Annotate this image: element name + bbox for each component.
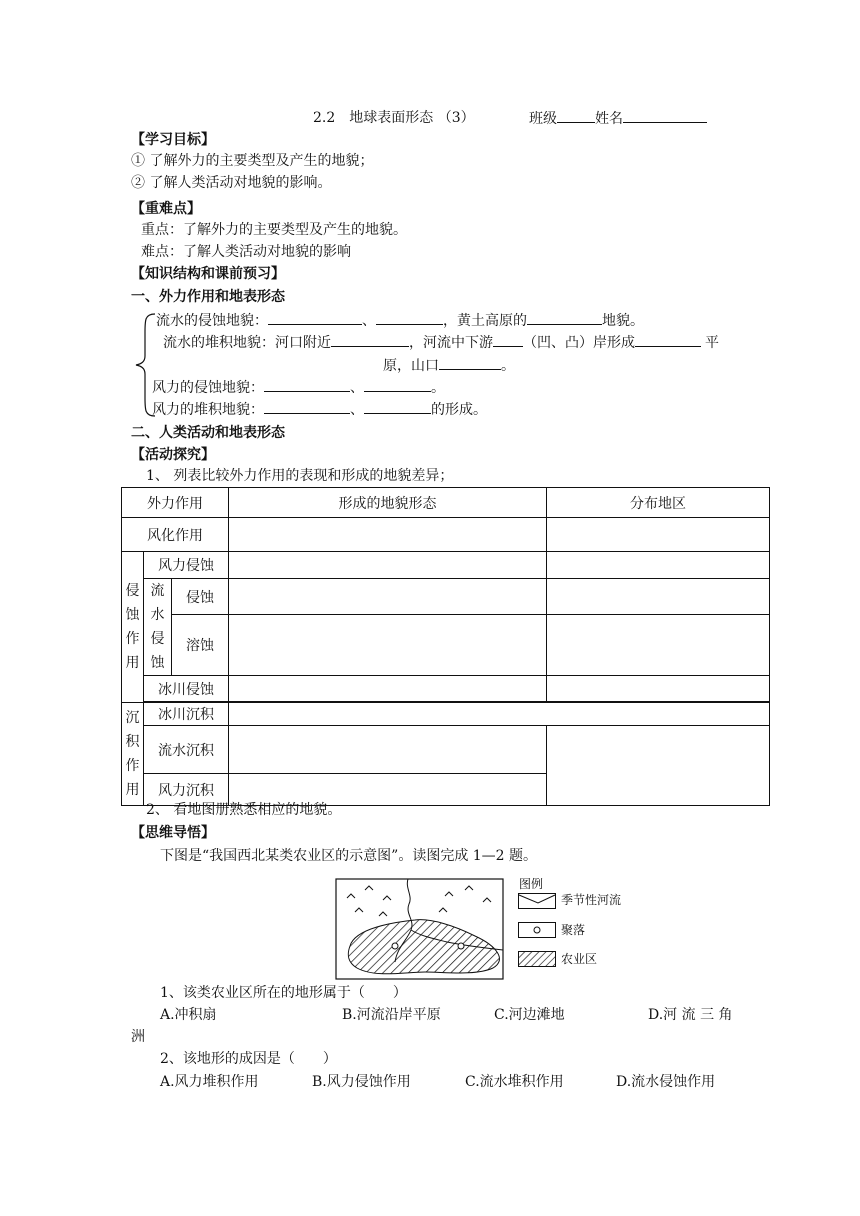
q2-option-a[interactable]: A.风力堆积作用 [160,1074,259,1090]
row-dissolution: 溶蚀 [172,615,229,676]
thinking-heading: 【思维导悟】 [131,825,215,841]
blank-field[interactable] [268,310,362,325]
blank-field[interactable] [527,310,602,325]
header-region: 分布地区 [547,488,770,518]
name-field[interactable] [623,108,707,123]
cell-blank[interactable] [229,552,547,579]
row-weathering: 风化作用 [122,518,229,552]
settlement-icon [518,922,556,938]
cell-blank[interactable] [229,726,547,774]
seasonal-river-icon [518,893,556,909]
q1-option-d-wrap: 洲 [131,1029,145,1045]
q1-option-b[interactable]: B.河流沿岸平原 [342,1007,441,1023]
blank-field[interactable] [264,377,350,392]
section-one-title: 一、外力作用和地表形态 [131,289,285,305]
question-1: 1、该类农业区所在的地形属于（ ） [160,985,407,1001]
objectives-heading: 【学习目标】 [131,132,215,148]
legend-label: 聚落 [561,923,586,937]
fill-line-wind-erosion: 风力的侵蚀地貌： 、 。 [152,377,445,398]
q1-option-a[interactable]: A.冲积扇 [160,1007,217,1023]
question-intro: 下图是“我国西北某类农业区的示意图”。读图完成 1—2 题。 [160,848,538,864]
legend-label: 季节性河流 [561,893,622,907]
q2-option-d[interactable]: D.流水侵蚀作用 [616,1074,716,1090]
cell-blank[interactable] [229,676,547,702]
q2-option-b[interactable]: B.风力侵蚀作用 [312,1074,411,1090]
header-landform: 形成的地貌形态 [229,488,547,518]
blank-field[interactable] [376,310,443,325]
fill-line-water-deposit-cont: 原，山口 。 [383,355,515,376]
blank-field[interactable] [264,399,350,414]
fill-line-wind-deposit: 风力的堆积地貌： 、 的形成。 [152,399,487,420]
class-field[interactable] [557,108,595,123]
q1-option-c[interactable]: C.河边滩地 [494,1007,565,1023]
objective-item: ① 了解外力的主要类型及产生的地貌； [131,153,374,169]
blank-field[interactable] [331,332,409,347]
comparison-table [121,487,770,806]
blank-field[interactable] [439,355,501,370]
blank-field[interactable] [493,332,523,347]
cell-blank[interactable] [229,579,547,615]
fill-line-water-deposit: 流水的堆积地貌：河口附近 ，河流中下游 （凹、凸）岸形成 平 [163,332,719,353]
farmland-map [335,876,505,982]
cell-blank[interactable] [229,615,547,676]
key-point: 重点：了解外力的主要类型及产生的地貌。 [141,222,407,238]
cell-blank[interactable] [547,676,770,702]
cell-blank[interactable] [547,552,770,579]
row-water-deposit: 流水沉积 [144,726,229,774]
cell-blank[interactable] [229,518,547,552]
objective-item: ② 了解人类活动对地貌的影响。 [131,175,332,191]
activity-heading: 【活动探究】 [131,447,215,463]
header-force: 外力作用 [122,488,229,518]
q2-option-c[interactable]: C.流水堆积作用 [465,1074,564,1090]
page-title: 2.2 地球表面形态 （3） [313,110,475,126]
cell-blank[interactable] [547,518,770,552]
cell-blank[interactable] [547,579,770,615]
legend-label: 农业区 [561,952,598,966]
difficult-point: 难点：了解人类活动对地貌的影响 [141,244,351,260]
blank-field[interactable] [635,332,701,347]
cell-blank[interactable] [229,703,770,726]
activity-item: 1、 列表比较外力作用的表现和形成的地貌差异； [146,468,454,484]
blank-field[interactable] [364,399,431,414]
key-points-heading: 【重难点】 [131,201,201,217]
farmland-icon [518,951,556,967]
activity-item: 2、 看地图册熟悉相应的地貌。 [146,802,342,818]
cell-blank[interactable] [547,615,770,676]
group-erosion: 侵蚀作用 [122,552,144,703]
section-two-title: 二、人类活动和地表形态 [131,425,285,441]
cell-blank-merged[interactable] [547,726,770,806]
name-label: 姓名 [595,111,623,127]
question-2: 2、该地形的成因是（ ） [160,1051,337,1067]
fill-line-water-erosion: 流水的侵蚀地貌： 、 ，黄土高原的 地貌。 [156,310,644,331]
class-label: 班级 姓名 [529,108,707,129]
preview-heading: 【知识结构和课前预习】 [131,266,285,282]
legend-title: 图例 [519,877,544,891]
row-wind-erosion: 风力侵蚀 [144,552,229,579]
row-wind-deposit: 风力沉积 [144,774,229,806]
blank-field[interactable] [364,377,431,392]
group-deposition: 沉积作用 [122,703,144,806]
row-glacier-erosion: 冰川侵蚀 [144,676,229,702]
q1-option-d[interactable]: D.河 流 三 角 [648,1007,733,1023]
row-erosion: 侵蚀 [172,579,229,615]
row-glacier-deposit: 冰川沉积 [144,703,229,726]
group-water-erosion: 流水侵蚀 [144,579,172,676]
